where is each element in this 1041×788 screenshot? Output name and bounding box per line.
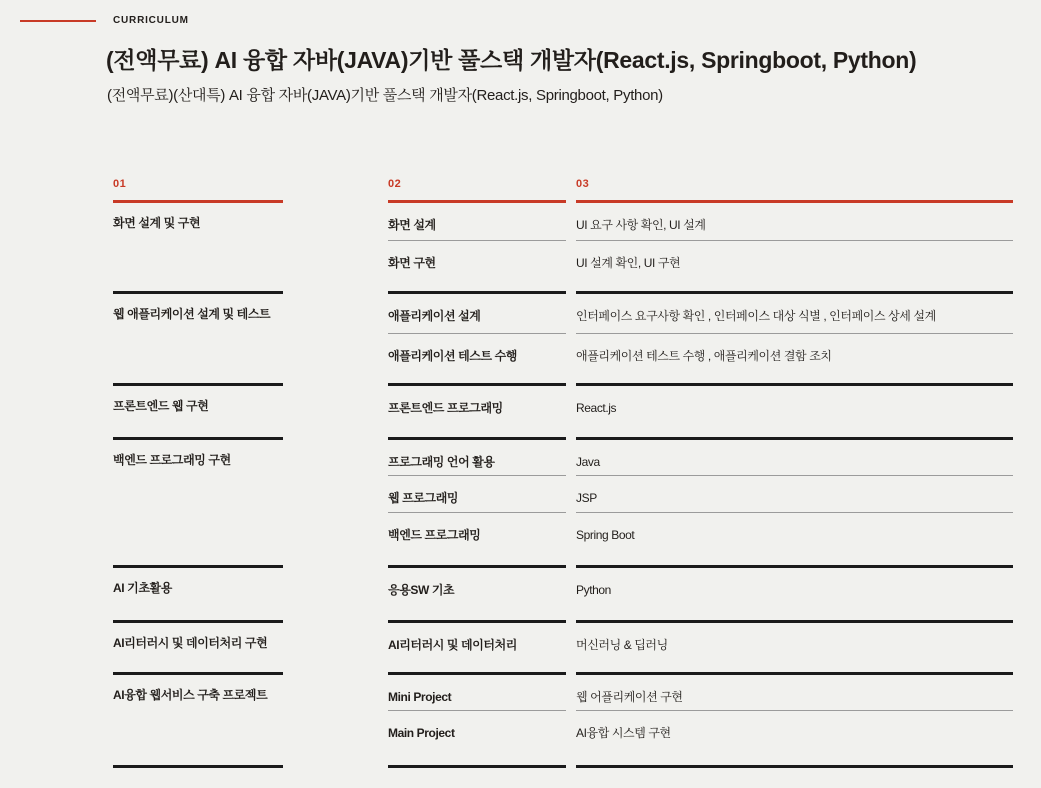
subject-label: 화면 설계 (388, 218, 436, 232)
category-label: 웹 애플리케이션 설계 및 테스트 (113, 307, 271, 321)
curriculum-group (388, 672, 566, 765)
curriculum-group (113, 383, 283, 437)
curriculum-group (113, 565, 283, 620)
category-label: 화면 설계 및 구현 (113, 216, 201, 230)
column-number: 03 (576, 178, 1013, 203)
detail-text: Python (576, 583, 611, 597)
detail-cell (576, 294, 1013, 333)
curriculum-table (113, 178, 1013, 768)
subject-label: 백엔드 프로그래밍 (388, 528, 481, 542)
curriculum-group (388, 565, 566, 620)
subject-cell (388, 386, 566, 437)
subject-cell (388, 294, 566, 333)
subject-cell (388, 203, 566, 240)
detail-cell (576, 333, 1013, 383)
detail-text: React.js (576, 401, 617, 415)
detail-cell (576, 623, 1013, 672)
detail-text: AI융합 시스템 구현 (576, 726, 671, 740)
curriculum-group (576, 672, 1013, 765)
page-subtitle: (전액무료)(산대특) AI 융합 자바(JAVA)기반 풀스택 개발자(React.js, Springboot, Python) (107, 87, 663, 104)
subject-cell (388, 568, 566, 620)
subject-cell (388, 512, 566, 565)
curriculum-group (113, 620, 283, 672)
subject-label: 프로그래밍 언어 활용 (388, 455, 495, 469)
detail-text: 웹 어플리케이션 구현 (576, 690, 683, 704)
curriculum-column-2 (388, 178, 566, 768)
curriculum-column-1 (113, 178, 283, 768)
curriculum-group (576, 620, 1013, 672)
subject-cell (388, 475, 566, 512)
curriculum-group (113, 203, 283, 291)
detail-text: Java (576, 455, 600, 469)
detail-text: 인터페이스 요구사항 확인 , 인터페이스 대상 식별 , 인터페이스 상세 설계 (576, 309, 936, 323)
curriculum-column-3 (576, 178, 1013, 768)
category-label: 백엔드 프로그래밍 구현 (113, 453, 231, 467)
curriculum-group (388, 383, 566, 437)
detail-text: 머신러닝 & 딥러닝 (576, 638, 668, 652)
curriculum-group (576, 565, 1013, 620)
curriculum-group (388, 437, 566, 565)
curriculum-group (388, 203, 566, 291)
detail-cell (576, 203, 1013, 240)
curriculum-group (388, 620, 566, 672)
curriculum-group (113, 437, 283, 565)
detail-text: Spring Boot (576, 528, 635, 542)
curriculum-group (576, 383, 1013, 437)
subject-label: 응용SW 기초 (388, 583, 455, 597)
column-number: 02 (388, 178, 566, 203)
detail-text: JSP (576, 491, 597, 505)
subject-cell (388, 240, 566, 291)
curriculum-group (113, 672, 283, 765)
subject-cell (388, 710, 566, 765)
curriculum-group (113, 291, 283, 383)
detail-cell (576, 475, 1013, 512)
subject-label: 애플리케이션 설계 (388, 309, 481, 323)
subject-label: 웹 프로그래밍 (388, 491, 459, 505)
subject-label: 애플리케이션 테스트 수행 (388, 349, 517, 363)
detail-cell (576, 675, 1013, 710)
accent-dash (20, 20, 96, 22)
curriculum-group (576, 437, 1013, 565)
detail-cell (576, 440, 1013, 475)
subject-label: Main Project (388, 726, 455, 740)
subject-label: 프론트엔드 프로그래밍 (388, 401, 503, 415)
subject-cell (388, 440, 566, 475)
curriculum-group (388, 291, 566, 383)
detail-cell (576, 512, 1013, 565)
detail-cell (576, 568, 1013, 620)
detail-cell (576, 710, 1013, 765)
detail-text: UI 요구 사항 확인, UI 설계 (576, 218, 706, 232)
subject-cell (388, 675, 566, 710)
category-label: AI리터러시 및 데이터처리 구현 (113, 636, 268, 650)
subject-label: Mini Project (388, 690, 452, 704)
section-eyebrow: CURRICULUM (113, 15, 189, 26)
subject-cell (388, 333, 566, 383)
category-label: 프론트엔드 웹 구현 (113, 399, 209, 413)
detail-cell (576, 240, 1013, 291)
page-title: (전액무료) AI 융합 자바(JAVA)기반 풀스택 개발자(React.js, Springboot, Python) (106, 47, 917, 73)
subject-label: AI리터러시 및 데이터처리 (388, 638, 517, 652)
column-number: 01 (113, 178, 283, 203)
subject-label: 화면 구현 (388, 256, 436, 270)
detail-text: 애플리케이션 테스트 수행 , 애플리케이션 결함 조치 (576, 349, 832, 363)
category-label: AI융합 웹서비스 구축 프로젝트 (113, 688, 268, 702)
curriculum-group (576, 203, 1013, 291)
detail-text: UI 설계 확인, UI 구현 (576, 256, 681, 270)
curriculum-group (576, 291, 1013, 383)
detail-cell (576, 386, 1013, 437)
subject-cell (388, 623, 566, 672)
category-label: AI 기초활용 (113, 581, 172, 595)
